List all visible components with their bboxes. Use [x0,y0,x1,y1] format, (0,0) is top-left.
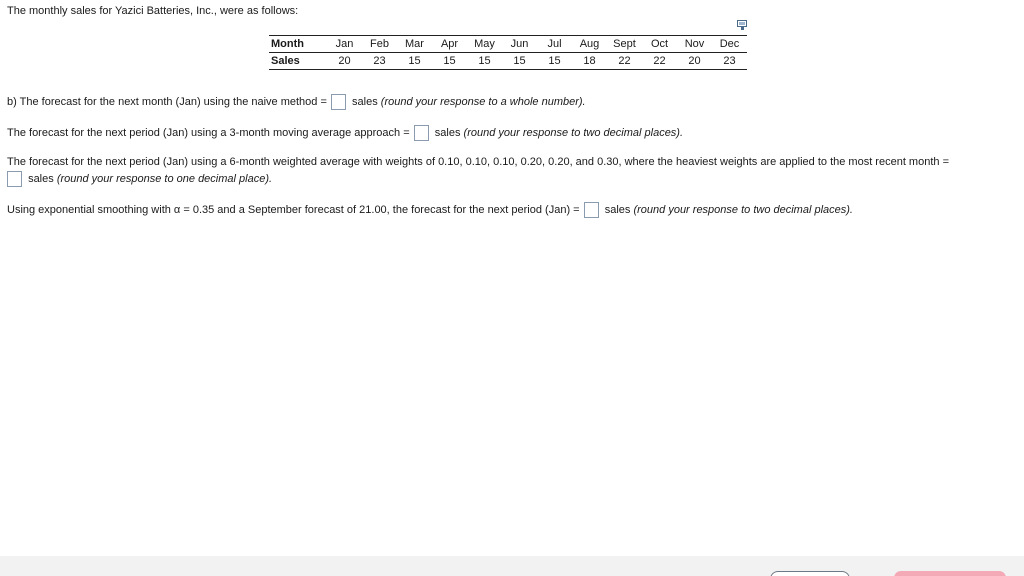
question-weighted-average-unit: sales [28,173,54,185]
weighted-average-answer-input[interactable] [7,171,22,187]
intro-text: The monthly sales for Yazici Batteries, Inc., were as follows: [7,5,299,17]
sales-table [269,35,747,70]
month-row-label: Month [269,36,327,53]
question-exponential-smoothing-unit: sales [604,204,631,216]
question-exponential-smoothing-text: Using exponential smoothing with α = 0.35 and a September forecast of 21.00, the forecast for the next period (Jan) = [7,204,580,216]
sales-cell: 15 [537,53,572,70]
exponential-smoothing-answer-input[interactable] [584,202,599,218]
sales-cell: 15 [432,53,467,70]
sales-cell: 15 [502,53,537,70]
copy-icon[interactable] [737,20,748,31]
question-weighted-average-text-line [7,154,949,170]
question-moving-average-text: The forecast for the next period (Jan) using a 3-month moving average approach = [7,127,410,139]
moving-average-answer-input[interactable] [414,125,429,141]
question-naive-unit: sales [352,96,378,108]
sales-cell: 23 [362,53,397,70]
question-moving-average-hint: (round your response to two decimal places). [463,127,684,139]
footer-secondary-button[interactable] [770,571,850,576]
question-weighted-average-text: The forecast for the next period (Jan) using a 6-month weighted average with weights of 0.10, 0.10, 0.10, 0.20, 0.20, and 0.30, where the heaviest weights are applied to the most recent month = [7,156,949,168]
month-cell: Mar [397,36,432,53]
sales-cell: 15 [397,53,432,70]
month-cell: May [467,36,502,53]
footer-primary-button[interactable] [894,571,1006,576]
sales-cell: 23 [712,53,747,70]
sales-row [269,53,747,70]
sales-row-label: Sales [269,53,327,70]
question-weighted-average [7,171,272,187]
month-cell: Feb [362,36,397,53]
question-weighted-average-hint: (round your response to one decimal place). [56,173,273,185]
question-moving-average-unit: sales [434,127,461,139]
sales-cell: 20 [677,53,712,70]
question-naive-hint: (round your response to a whole number). [380,96,586,108]
month-cell: Oct [642,36,677,53]
month-cell: Jan [327,36,362,53]
sales-cell: 20 [327,53,362,70]
question-naive-text: b) The forecast for the next month (Jan) using the naive method = [7,96,327,108]
sales-cell: 22 [607,53,642,70]
naive-answer-input[interactable] [331,94,346,110]
sales-cell: 22 [642,53,677,70]
month-cell: Jun [502,36,537,53]
month-row [269,36,747,53]
month-cell: Apr [432,36,467,53]
question-exponential-smoothing-hint: (round your response to two decimal places). [633,204,853,216]
month-cell: Aug [572,36,607,53]
month-cell: Dec [712,36,747,53]
sales-cell: 18 [572,53,607,70]
sales-cell: 15 [467,53,502,70]
month-cell: Sept [607,36,642,53]
month-cell: Jul [537,36,572,53]
question-moving-average [7,125,683,141]
month-cell: Nov [677,36,712,53]
footer-bar [0,556,1024,576]
question-exponential-smoothing [7,202,853,218]
question-naive [7,94,586,110]
